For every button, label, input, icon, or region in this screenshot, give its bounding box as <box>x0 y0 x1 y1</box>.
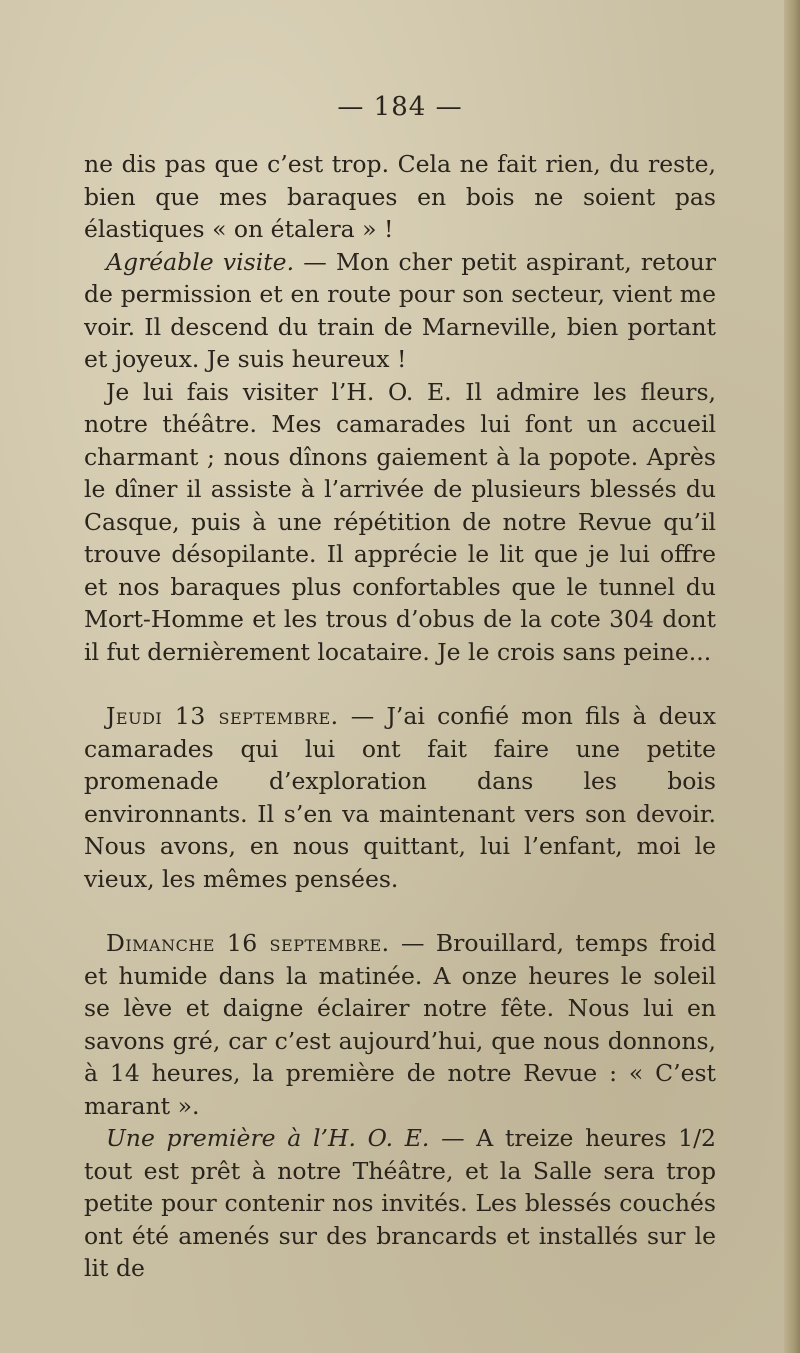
date-heading: Dimanche 16 septembre. <box>106 929 390 957</box>
section-heading: Une première à l’H. O. E. <box>106 1124 430 1152</box>
paragraph-text: Je lui fais visiter l’H. O. E. Il admire les fleurs, notre théâtre. Mes camarades lui font un accueil charmant ; nous dînons gaiement à la popote. Après le dîner il assiste à l’arrivée de plusieurs blessés du Casque, puis à une répétition de notre Revue qu’il trouve désopilante. Il apprécie le lit que je lui offre et nos baraques plus confortables que le tunnel du Mort-Homme et les trous d’obus de la cote 304 dont il fut dernièrement locataire. Je le crois sans peine... <box>84 377 716 666</box>
paragraph-text: — Brouillard, temps froid et humide dans la matinée. A onze heures le soleil se lève et daigne éclairer notre fête. Nous lui en savons gré, car c’est aujourd’hui, que nous donnons, à 14 heures, la première de notre Revue : « C’est marant ». <box>84 929 716 1120</box>
paragraph-text: — Mon cher petit aspirant, retour de permission et en route pour son secteur, vient me voir. Il descend du train de Marneville, bien portant et joyeux. Je suis heureux ! <box>84 247 716 373</box>
body-text <box>84 148 716 1285</box>
paragraph-text: ne dis pas que c’est trop. Cela ne fait rien, du reste, bien que mes baraques en bois ne soient pas élastiques « on étalera » ! <box>84 150 716 243</box>
paragraph-continuation <box>84 148 716 246</box>
page-edge <box>784 0 800 1353</box>
date-heading: Jeudi 13 septembre. <box>106 702 339 730</box>
paragraph-text: — J’ai confié mon fils à deux camarades qui lui ont fait faire une petite promenade d’exploration dans les bois environnants. Il s’en va maintenant vers son devoir. Nous avons, en nous quittant, lui l’enfant, moi le vieux, les mêmes pensées. <box>84 702 717 893</box>
paragraph-dimanche <box>84 927 716 1122</box>
paragraph-agreable-visite <box>84 246 716 376</box>
paragraph-premiere <box>84 1122 716 1285</box>
section-heading: Agréable visite. <box>106 247 295 276</box>
paragraph-jeudi <box>84 700 716 895</box>
paragraph-text: — A treize heures 1/2 tout est prêt à notre Théâtre, et la Salle sera trop petite pour contenir nos invités. Les blessés couchés ont été amenés sur des brancards et installés sur le lit de <box>84 1124 716 1282</box>
paragraph-visite-details <box>84 376 716 669</box>
page-number: — 184 — <box>337 92 463 122</box>
